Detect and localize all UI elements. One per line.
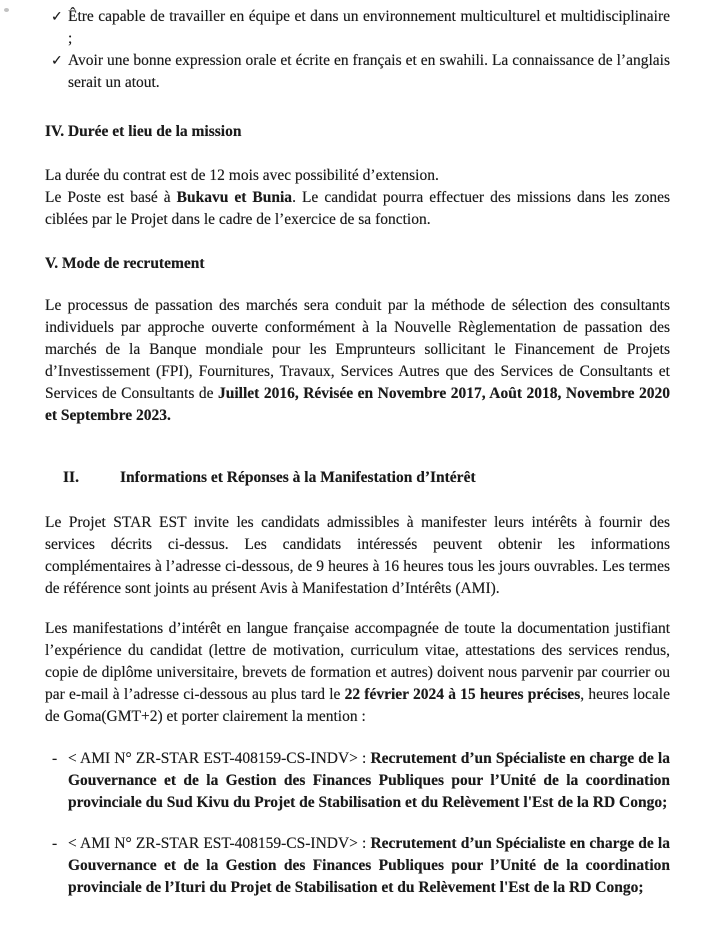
check-item-text: Avoir une bonne expression orale et écrite en français et en swahili. La connaissance de l’anglais serait un atout. — [68, 52, 670, 91]
section-ii-paragraph-1: Le Projet STAR EST invite les candidats admissibles à manifester leurs intérêts à fournir des services décrits ci-dessus. Les candidats intéressés peuvent obtenir les informations complémentaires à l’adresse ci-dessous, de 9 heures à 16 heures tous les jours ouvrables. Les termes de référence sont joints au présent Avis à Manifestation d’Intérêts (AMI). — [45, 514, 670, 597]
ami-item-text: < AMI N° ZR-STAR EST-408159-CS-INDV> : Recrutement d’un Spécialiste en charge de la Gouvernance et de la Gestion des Finances Publiques pour l’Unité de la coordination provinciale du Sud Kivu du Projet de Stabilisation et du Relèvement l'Est de la RD Congo; — [68, 750, 670, 811]
qualification-checklist — [45, 6, 670, 94]
section-ii-heading — [45, 467, 670, 489]
section-iv-paragraph — [45, 165, 670, 231]
section-v-paragraph: Le processus de passation des marchés sera conduit par la méthode de sélection des consultants individuels par approche ouverte conformément à la Nouvelle Règlementation de passation des marchés de la Banque mondiale pour les Emprunteurs sollicitant le Financement de Projets d’Investissement (FPI), Fournitures, Travaux, Services Autres que des Services de Consultants et Services de Consultants de Juillet 2016, Révisée en Novembre 2017, Août 2018, Novembre 2020 et Septembre 2023. — [45, 297, 670, 424]
ami-item-sud-kivu — [45, 748, 670, 814]
section-ii-title: Informations et Réponses à la Manifestation d’Intérêt — [120, 469, 476, 486]
scan-speck — [4, 8, 9, 12]
checkmark-icon: ✓ — [51, 9, 63, 25]
section-iv-heading: IV. Durée et lieu de la mission — [45, 123, 242, 140]
checkmark-icon: ✓ — [51, 53, 63, 69]
section-ii-number: II. — [63, 469, 79, 486]
ami-item-text: < AMI N° ZR-STAR EST-408159-CS-INDV> : Recrutement d’un Spécialiste en charge de la Gouvernance et de la Gestion des Finances Publiques pour l’Unité de la coordination provinciale de l’Ituri du Projet de Stabilisation et du Relèvement l'Est de la RD Congo; — [68, 835, 670, 896]
location-line: Le Poste est basé à Bukavu et Bunia. Le candidat pourra effectuer des missions dans les zones ciblées par le Projet dans le cadre de l’exercice de sa fonction. — [45, 189, 670, 228]
section-v-heading: V. Mode de recrutement — [45, 255, 205, 272]
duration-line: La durée du contrat est de 12 mois avec possibilité d’extension. — [45, 167, 439, 184]
section-ii-paragraph-2: Les manifestations d’intérêt en langue française accompagnée de toute la documentation justifiant l’expérience du candidat (lettre de motivation, curriculum vitae, attestations des services rendus, copie de diplôme universitaire, brevets de formation et autres) doivent nous parvenir par courrier ou par e-mail à l’adresse ci-dessous au plus tard le 22 février 2024 à 15 heures précises, heures locale de Goma(GMT+2) et porter clairement la mention : — [45, 620, 670, 725]
check-item — [45, 6, 670, 50]
ami-item-ituri — [45, 833, 670, 899]
dash-bullet: - — [52, 750, 58, 767]
check-item-text: Être capable de travailler en équipe et dans un environnement multiculturel et multidisciplinaire ; — [68, 8, 670, 47]
dash-bullet: - — [52, 835, 58, 852]
check-item — [45, 50, 670, 94]
